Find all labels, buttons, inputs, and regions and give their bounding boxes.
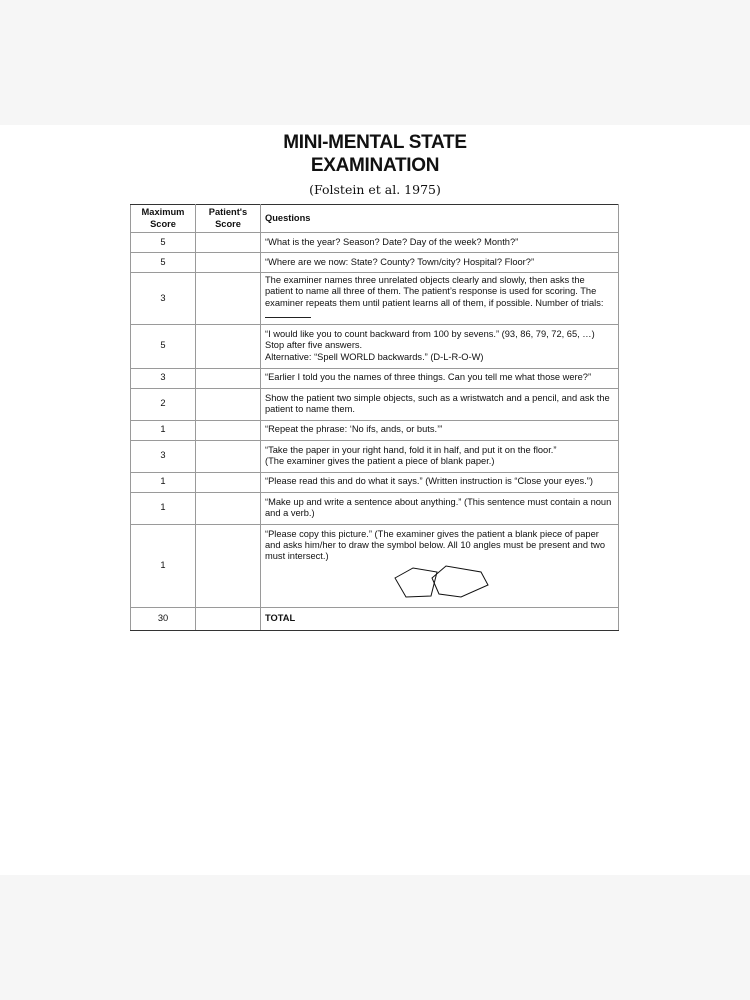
max-score-cell: 5 — [131, 253, 196, 273]
table-row — [131, 273, 619, 325]
title-line-1: MINI-MENTAL STATE — [283, 132, 467, 153]
table-row — [131, 472, 619, 492]
question-text: “I would like you to count backward from 100 by sevens.” (93, 86, 79, 72, 65, …) Stop after five answers. — [265, 329, 595, 351]
question-cell: “What is the year? Season? Date? Day of the week? Month?” — [261, 233, 619, 253]
question-text: The examiner names three unrelated objects clearly and slowly, then asks the patient to name all three of them. The patient’s response is used for scoring. The examiner repeats them until patient learns all of them, if possible. Number of trials: — [265, 275, 604, 308]
table-row — [131, 233, 619, 253]
question-cell: “Make up and write a sentence about anything.” (This sentence must contain a noun and a verb.) — [261, 492, 619, 524]
question-cell: “Earlier I told you the names of three things. Can you tell me what those were?” — [261, 368, 619, 388]
table-row — [131, 440, 619, 472]
total-patient-score[interactable] — [196, 607, 261, 630]
trials-blank-line[interactable] — [265, 309, 311, 318]
question-cell: “Please read this and do what it says.” (Written instruction is “Close your eyes.”) — [261, 472, 619, 492]
question-cell: “Repeat the phrase: ‘No ifs, ands, or buts.’” — [261, 420, 619, 440]
title-line-2: EXAMINATION — [310, 155, 440, 176]
max-score-cell: 1 — [131, 492, 196, 524]
patient-score-cell[interactable] — [196, 524, 261, 607]
patient-score-cell[interactable] — [196, 233, 261, 253]
intersecting-pentagons-icon — [391, 563, 491, 603]
max-score-cell: 3 — [131, 440, 196, 472]
total-max-score: 30 — [131, 607, 196, 630]
max-score-cell: 5 — [131, 324, 196, 368]
question-cell: “Where are we now: State? County? Town/city? Hospital? Floor?” — [261, 253, 619, 273]
patient-score-cell[interactable] — [196, 368, 261, 388]
max-score-cell: 1 — [131, 420, 196, 440]
question-cell — [261, 324, 619, 368]
total-row — [131, 607, 619, 630]
table-header-row — [131, 205, 619, 233]
max-score-cell: 1 — [131, 472, 196, 492]
table-row — [131, 368, 619, 388]
question-cell: Show the patient two simple objects, such as a wristwatch and a pencil, and ask the patient to name them. — [261, 388, 619, 420]
question-alternative: Alternative: “Spell WORLD backwards.” (D-L-R-O-W) — [265, 351, 484, 362]
patient-score-cell[interactable] — [196, 440, 261, 472]
question-text: “Take the paper in your right hand, fold it in half, and put it on the floor.” — [265, 444, 557, 455]
header-patient-score: Patient's Score — [196, 205, 261, 233]
question-cell — [261, 273, 619, 325]
max-score-cell: 2 — [131, 388, 196, 420]
document-title — [0, 131, 750, 177]
max-score-cell: 3 — [131, 273, 196, 325]
patient-score-cell[interactable] — [196, 273, 261, 325]
header-max-score: Maximum Score — [131, 205, 196, 233]
max-score-cell: 1 — [131, 524, 196, 607]
question-text: “Please copy this picture.” (The examiner gives the patient a blank piece of paper and asks him/her to draw the symbol below. All 10 angles must be present and two must intersect.) — [265, 528, 606, 562]
max-score-cell: 5 — [131, 233, 196, 253]
total-label: TOTAL — [261, 607, 619, 630]
header-questions: Questions — [261, 205, 619, 233]
patient-score-cell[interactable] — [196, 472, 261, 492]
table-row — [131, 324, 619, 368]
table-row — [131, 388, 619, 420]
patient-score-cell[interactable] — [196, 492, 261, 524]
intersecting-pentagons-figure — [265, 563, 614, 605]
table-row — [131, 253, 619, 273]
question-note: (The examiner gives the patient a piece of blank paper.) — [265, 456, 495, 467]
mmse-table — [130, 204, 619, 631]
patient-score-cell[interactable] — [196, 324, 261, 368]
patient-score-cell[interactable] — [196, 420, 261, 440]
patient-score-cell[interactable] — [196, 253, 261, 273]
table-row — [131, 420, 619, 440]
max-score-cell: 3 — [131, 368, 196, 388]
document-subtitle: (Folstein et al. 1975) — [309, 182, 441, 197]
table-row — [131, 492, 619, 524]
patient-score-cell[interactable] — [196, 388, 261, 420]
question-cell — [261, 440, 619, 472]
table-row — [131, 524, 619, 607]
question-cell — [261, 524, 619, 607]
